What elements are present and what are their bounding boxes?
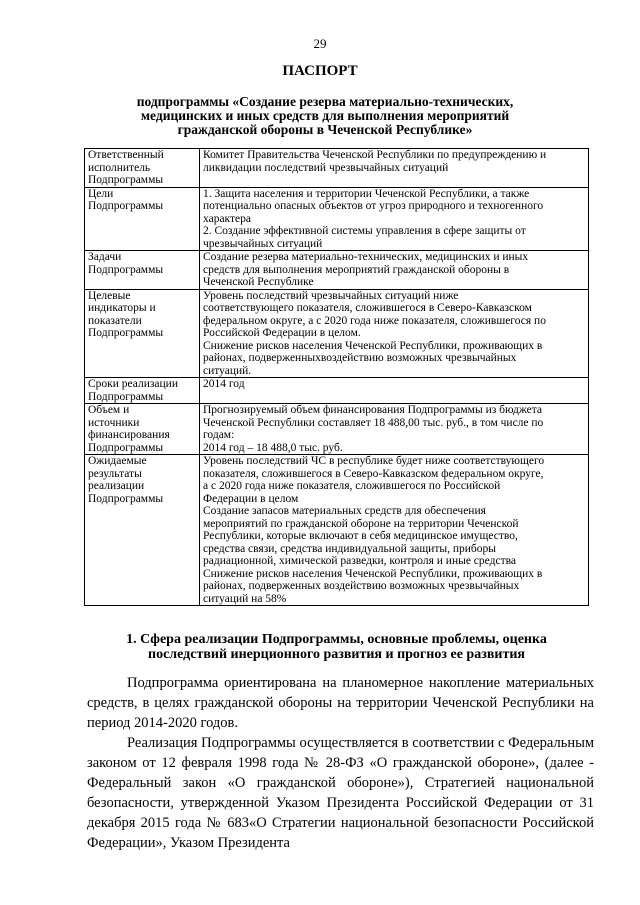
value-line: Снижение рисков населения Чеченской Республики, проживающих в: [203, 567, 543, 580]
value-line: 2014 год – 18 488,0 тыс. руб.: [203, 441, 343, 454]
value-line: Федерации в целом: [203, 492, 299, 505]
value-line: федеральном округе, а с 2020 года ниже показателя, сложившегося по: [203, 314, 546, 327]
passport-row-value: [200, 251, 589, 290]
passport-row-value: [200, 455, 589, 606]
passport-row: [85, 455, 589, 606]
value-line: 1. Защита населения и территории Чеченской Республики, а также: [203, 187, 530, 200]
passport-row: [85, 149, 589, 188]
label-line: Ответственный: [88, 149, 164, 161]
passport-table: [84, 148, 589, 606]
passport-row-label: [85, 289, 200, 378]
passport-row: [85, 404, 589, 455]
value-line: Чеченской Республике: [203, 276, 314, 288]
label-line: реализации: [88, 480, 145, 492]
label-line: Целевые: [88, 289, 131, 302]
value-line: Чеченской Республики составляет 18 488,00 тыс. руб., в том числе по: [203, 416, 544, 429]
label-line: Подпрограммы: [88, 174, 164, 186]
label-line: Задачи: [88, 251, 122, 263]
label-line: финансирования: [88, 429, 170, 441]
label-line: источники: [88, 416, 140, 429]
value-line: Создание резерва материально-технических, медицинских и иных: [203, 251, 529, 263]
section-heading-line: последствий инерционного развития и прогноз ее развития: [148, 647, 525, 662]
value-line: ликвидации последствий чрезвычайных ситуаций: [203, 161, 449, 174]
passport-row-value: [200, 187, 589, 251]
value-line: 2014 год: [203, 378, 245, 390]
value-line: Уровень последствий чрезвычайных ситуаций ниже: [203, 289, 459, 302]
value-line: средства связи, средства индивидуальной защиты, приборы: [203, 542, 496, 555]
value-line: чрезвычайных ситуаций: [203, 237, 323, 250]
section-heading-line: 1. Сфера реализации Подпрограммы, основные проблемы, оценка: [126, 632, 547, 647]
value-line: а с 2020 года ниже показателя, сложившегося по Российской: [203, 480, 501, 492]
value-line: годам:: [203, 429, 235, 441]
value-line: Республики, которые включают в себя медицинское имущество,: [203, 530, 518, 542]
value-line: Уровень последствий ЧС в республике будет ниже соответствующего: [203, 455, 545, 467]
value-line: мероприятий по гражданской обороне на территории Чеченской: [203, 517, 519, 530]
passport-row-label: [85, 378, 200, 404]
passport-row: [85, 187, 589, 251]
label-line: Подпрограммы: [88, 492, 164, 505]
paragraph: Подпрограмма ориентирована на планомерное накопление материальных средств, в целях гражданской обороны на территории Чеченской Республики на период 2014-2020 годов.: [87, 675, 594, 731]
value-line: Прогнозируемый объем финансирования Подпрограммы из бюджета: [203, 404, 543, 416]
passport-row: [85, 251, 589, 290]
value-line: районах, подверженныхвоздействию возможных чрезвычайных: [203, 352, 517, 364]
value-line: районах, подверженных воздействию возможных чрезвычайных: [203, 580, 520, 592]
label-line: исполнитель: [88, 161, 151, 174]
label-line: индикаторы и: [88, 302, 156, 314]
label-line: Объем и: [88, 404, 130, 416]
passport-row-value: [200, 378, 589, 404]
page-number: 29: [313, 36, 327, 51]
label-line: результаты: [88, 467, 142, 480]
label-line: Цели: [88, 187, 114, 200]
label-line: Подпрограммы: [88, 327, 164, 339]
value-line: ситуаций.: [203, 364, 252, 377]
subtitle-line: гражданской обороны в Чеченской Республике»: [177, 122, 473, 137]
label-line: Подпрограммы: [88, 263, 164, 276]
passport-row-label: [85, 149, 200, 188]
document-subtitle: [95, 95, 555, 137]
value-line: характера: [203, 212, 251, 225]
passport-row: [85, 378, 589, 404]
paragraph: Реализация Подпрограммы осуществляется в соответствии с Федеральным законом от 12 февраля 1998 года № 28-ФЗ «О гражданской обороне», (далее - Федеральный закон «О гражданской обороне»), Стратегией национальной безопасности, утвержденной Указом Президента Российской Федерации от 31 декабря 2015 года № 683«О Стратегии национальной безопасности Российской Федерации», Указом Президента: [87, 735, 594, 851]
value-line: ситуаций на 58%: [203, 592, 287, 605]
passport-row: [85, 289, 589, 378]
label-line: Ожидаемые: [88, 455, 147, 467]
value-line: Создание запасов материальных средств для обеспечения: [203, 505, 486, 517]
passport-row-label: [85, 187, 200, 251]
label-line: Подпрограммы: [88, 390, 164, 403]
passport-row-value: [200, 149, 589, 188]
label-line: Подпрограммы: [88, 441, 164, 454]
value-line: потенциально опасных объектов от угроз природного и техногенного: [203, 200, 544, 212]
value-line: Снижение рисков населения Чеченской Республики, проживающих в: [203, 339, 543, 352]
value-line: 2. Создание эффективной системы управления в сфере защиты от: [203, 225, 526, 237]
body-text: [87, 673, 594, 853]
passport-row-label: [85, 404, 200, 455]
passport-row-value: [200, 289, 589, 378]
value-line: Комитет Правительства Чеченской Республики по предупреждению и: [203, 149, 547, 161]
label-line: Сроки реализации: [88, 378, 178, 390]
subtitle-line: подпрограммы «Создание резерва материально-технических,: [136, 94, 514, 109]
passport-row-label: [85, 251, 200, 290]
subtitle-line: медицинских и иных средств для выполнения мероприятий: [140, 108, 510, 123]
section-heading: [84, 632, 589, 662]
passport-row-label: [85, 455, 200, 606]
value-line: показателя, сложившегося в Северо-Кавказском федеральном округе,: [203, 467, 544, 480]
label-line: Подпрограммы: [88, 200, 164, 212]
value-line: Российской Федерации в целом.: [203, 327, 361, 339]
value-line: средств для выполнения мероприятий гражданской обороны в: [203, 263, 510, 276]
value-line: соответствующего показателя, сложившегося в Северо-Кавказском: [203, 302, 532, 314]
passport-row-value: [200, 404, 589, 455]
label-line: показатели: [88, 314, 142, 327]
value-line: радиационной, химической разведки, контроля и иные средства: [203, 555, 516, 567]
document-title: ПАСПОРТ: [282, 63, 358, 79]
